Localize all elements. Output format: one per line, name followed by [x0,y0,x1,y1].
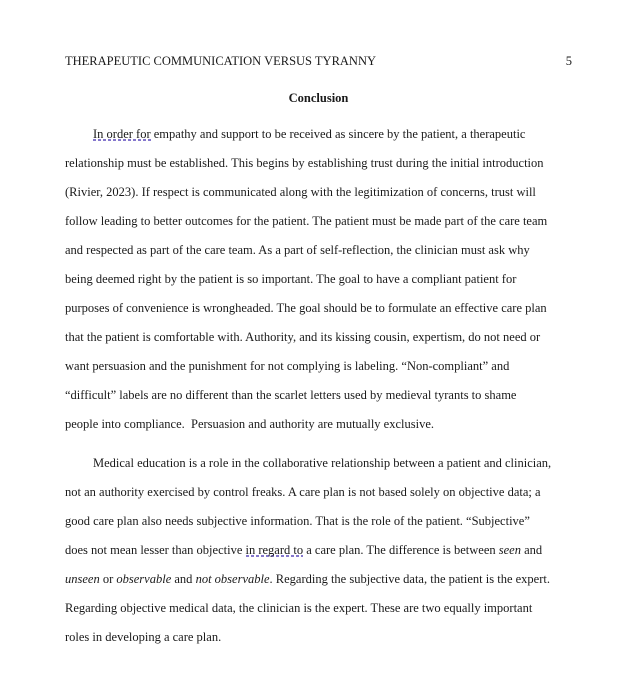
grammar-suggestion-underline[interactable]: In order for [93,127,151,141]
text-line[interactable] [65,449,572,478]
text-segment[interactable]: Medical education is a role in the collaborative relationship between a patient and clinician, [93,456,552,470]
page-number: 5 [565,54,572,68]
italic-text[interactable]: unseen [65,572,100,586]
paragraph [65,120,572,439]
text-segment[interactable]: and [520,543,543,557]
text-line[interactable] [65,207,572,236]
section-heading[interactable]: Conclusion [288,91,349,105]
text-segment[interactable]: does not mean lesser than objective [65,543,246,557]
text-segment[interactable]: relationship must be established. This begins by establishing trust during the initial introduction [65,156,544,170]
running-head: THERAPEUTIC COMMUNICATION VERSUS TYRANNY [65,54,377,68]
text-line[interactable] [65,478,572,507]
italic-text[interactable]: observable [116,572,172,586]
text-line[interactable] [65,594,572,623]
text-segment[interactable]: that the patient is comfortable with. Authority, and its kissing cousin, expertism, do not need or [65,330,541,344]
grammar-suggestion-underline[interactable]: in regard to [245,543,304,557]
text-line[interactable] [65,178,572,207]
text-line[interactable] [65,410,572,439]
text-line[interactable] [65,381,572,410]
text-line[interactable] [65,536,572,565]
text-line[interactable] [65,507,572,536]
text-line[interactable] [65,352,572,381]
italic-text[interactable]: seen [498,543,521,557]
text-segment[interactable]: “difficult” labels are no different than the scarlet letters used by medieval tyrants to shame [65,388,517,402]
text-line[interactable] [65,236,572,265]
document-body [65,120,572,652]
text-segment[interactable]: follow leading to better outcomes for the patient. The patient must be made part of the care team [65,214,548,228]
paragraph [65,449,572,652]
text-segment[interactable]: want persuasion and the punishment for not complying is labeling. “Non-compliant” and [65,359,510,373]
text-segment[interactable]: . Regarding the subjective data, the patient is the expert. [269,572,550,586]
text-segment[interactable]: not an authority exercised by control freaks. A care plan is not based solely on objective data; a [65,485,541,499]
text-line[interactable] [65,149,572,178]
text-line[interactable] [65,294,572,323]
text-line[interactable] [65,265,572,294]
text-segment[interactable]: roles in developing a care plan. [65,630,222,644]
text-segment[interactable]: (Rivier, 2023). If respect is communicated along with the legitimization of concerns, trust will [65,185,536,199]
page-header [65,53,572,69]
text-segment[interactable]: Regarding objective medical data, the clinician is the expert. These are two equally important [65,601,533,615]
text-segment[interactable]: a care plan. The difference is between [303,543,499,557]
text-segment[interactable]: purposes of convenience is wrongheaded. The goal should be to formulate an effective care plan [65,301,547,315]
text-line[interactable] [65,120,572,149]
text-segment[interactable]: and respected as part of the care team. As a part of self-reflection, the clinician must ask why [65,243,530,257]
italic-text[interactable]: not observable [195,572,270,586]
text-line[interactable] [65,623,572,652]
text-segment[interactable]: empathy and support to be received as sincere by the patient, a therapeutic [150,127,526,141]
text-line[interactable] [65,323,572,352]
text-segment[interactable]: good care plan also needs subjective information. That is the role of the patient. “Subjective” [65,514,530,528]
text-segment[interactable]: being deemed right by the patient is so important. The goal to have a compliant patient for [65,272,517,286]
text-segment[interactable]: and [171,572,196,586]
text-segment[interactable]: or [99,572,117,586]
text-segment[interactable]: people into compliance. Persuasion and authority are mutually exclusive. [65,417,434,431]
text-line[interactable] [65,565,572,594]
